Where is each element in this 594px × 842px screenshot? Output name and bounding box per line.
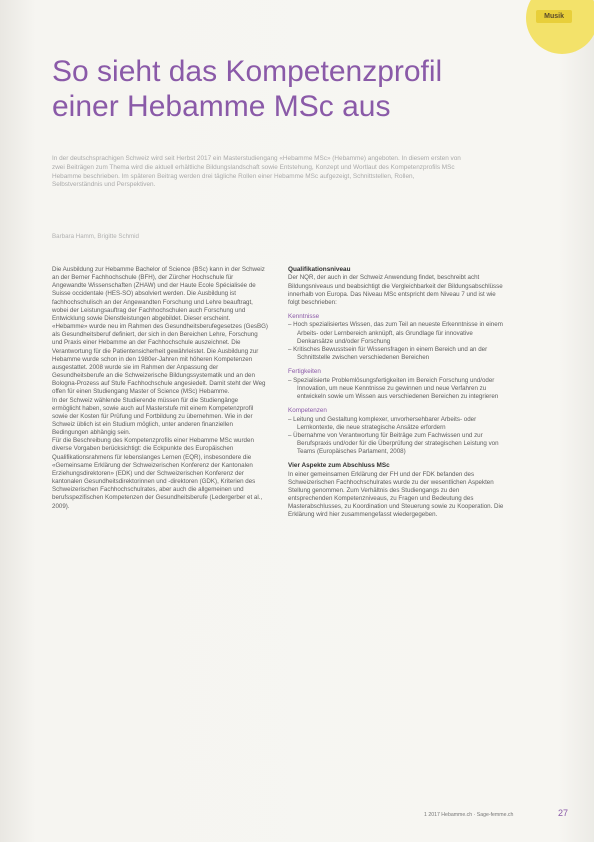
page-number: 27 xyxy=(558,808,569,818)
right-column xyxy=(288,266,504,520)
subheading-kompetenzen: Kompetenzen xyxy=(288,407,327,415)
body-paragraph: Für die Beschreibung des Kompetenzprofils einer Hebamme MSc wurden diverse Vorgaben berücksichtigt: die Eckpunkte des Europäischen Qualifikationsrahmens für lebenslanges Lernen (EQR), insbesondere die «Gemeinsame Erklärung der Schweizerischen Konferenz der Kantonalen Erziehungsdirektoren» (EDK) und der Schweizerischen Konferenz der kantonalen Gesundheitsdirektorinnen und -direktoren (GDK), Kriterien des Schweizerischen Fachhochschulrates, aber auch die allgemeinen und berufsspezifischen Kompetenzen der Gesundheitsberufe (Ledergerber et al., 2009). xyxy=(52,437,263,510)
lead-paragraph: In der deutschsprachigen Schweiz wird seit Herbst 2017 ein Masterstudiengang «Hebamme MSc» (Hebamme) angeboten. In diesem ersten von zwei Beiträgen zum Thema wird die aktuell erhältliche Bildungslandschaft sowie Entstehung, Konzept und Wortlaut des Kompetenzprofils MSc Hebamme beschrieben. Im späteren Beitrag werden drei tägliche Rollen einer Hebamme MSc aufgezeigt, Schnittstellen, Rollen, Selbstverständnis und Perspektiven. xyxy=(52,155,461,189)
bullet-list xyxy=(288,416,504,457)
bullet-list xyxy=(288,377,504,401)
list-item: – Übernahme von Verantwortung für Beiträge zum Fachwissen und zur Berufspraxis und/oder für die Überprüfung der strategischen Leistung von Teams (Europäisches Parlament, 2008) xyxy=(288,432,504,456)
subheading-fertigkeiten: Fertigkeiten xyxy=(288,368,321,376)
list-item: – Kritisches Bewusstsein für Wissensfragen in einem Bereich und an der Schnittstelle zwischen verschiedenen Bereichen xyxy=(288,346,504,362)
subheading-kenntnisse: Kenntnisse xyxy=(288,313,320,321)
section-heading: Qualifikationsniveau xyxy=(288,266,351,273)
list-item: – Leitung und Gestaltung komplexer, unvorhersehbarer Arbeits- oder Lernkontexte, die neue strategische Ansätze erfordern xyxy=(288,416,504,432)
left-column xyxy=(52,266,268,511)
list-item: – Hoch spezialisiertes Wissen, das zum Teil an neueste Erkenntnisse in einem Arbeits- oder Lernbereich anknüpft, als Grundlage für innovative Denkansätze und/oder Forschung xyxy=(288,321,504,345)
body-paragraph: Der NQR, der auch in der Schweiz Anwendung findet, beschreibt acht Bildungsniveaus und beabsichtigt die Vergleichbarkeit der Bildungsabschlüsse innerhalb von Europa. Das Niveau MSc entspricht dem Niveau 7 und ist wie folgt beschrieben: xyxy=(288,274,503,306)
author-byline: Barbara Hamm, Brigitte Schmid xyxy=(52,233,139,240)
title-line-1: So sieht das Kompetenzprofil xyxy=(52,55,443,88)
page-footer: 1 2017 Hebamme.ch · Sage-femme.ch xyxy=(424,812,514,818)
article-title xyxy=(52,54,472,124)
bullet-list xyxy=(288,321,504,362)
body-paragraph: Die Ausbildung zur Hebamme Bachelor of Science (BSc) kann in der Schweiz an der Berner Fachhochschule (BFH), der Zürcher Hochschule für Angewandte Wissenschaften (ZHAW) und der Haute Ecole Spécialisée de Suisse occidentale (HES-SO) absolviert werden. Die Ausbildung ist fachhochschulisch an der Angewandten Forschung und Lehre beauftragt, wobei der Leistungsauftrag der Fachhochschulen auch Forschung und Entwicklung sowie Dienstleistungen abgebildet. Dieser erscheint. xyxy=(52,266,265,322)
section-heading: Vier Aspekte zum Abschluss MSc xyxy=(288,462,390,470)
body-paragraph: «Hebamme» wurde neu im Rahmen des Gesundheitsberufegesetzes (GesBG) als Gesundheitsberuf definiert, der sich in den Bereichen Lehre, Forschung und Praxis einer Hebamme an der Fachhochschule auszeichnet. Die Verantwortung für die Patientensicherheit gewährleistet. Die Ausbildung zur Hebamme wurde schon in den 1980er-Jahren mit höheren Kompetenzen ausgestattet. 2008 wurde sie im Rahmen der Anpassung der Gesundheitsberufe an die Schweizerische Bildungssystematik und an den Bologna-Prozess auf Stufe Fachhochschule angesiedelt. Damit steht der Weg offen für einen Studiengang Master of Science (MSc) Hebamme. xyxy=(52,323,268,396)
section-tag: Musik xyxy=(536,10,572,23)
list-item: – Spezialisierte Problemlösungsfertigkeiten im Bereich Forschung und/oder Innovation, um neue Kenntnisse zu gewinnen und neue Verfahren zu entwickeln sowie um Wissen aus verschiedenen Bereichen zu integrieren xyxy=(288,377,504,401)
body-paragraph: In der Schweiz wählende Studierende müssen für die Studiengänge ermöglicht haben, sowie auch auf Masterstufe mit einem Kompetenzprofil sowie der Kosten für Prüfung und Fortbildung zu übernehmen. Wie in der Schweiz üblich ist ein Studium möglich, unter anderen finanziellen Bedingungen abhängig sein. xyxy=(52,396,254,437)
body-paragraph: In einer gemeinsamen Erklärung der FH und der FDK befanden des Schweizerischen Fachhochschulrates wurde zu der wesentlichen Aspekten Stellung genommen. Zum Verhältnis des Studiengangs zu den entsprechenden Kompetenzniveaus, zu Fragen und Bedeutung des Masterabschlusses, zu Koordination und Steuerung sowie zu Kooperation. Die Erklärung wird hier zusammengefasst wiedergegeben. xyxy=(288,470,504,519)
title-line-2: einer Hebamme MSc aus xyxy=(52,90,391,123)
